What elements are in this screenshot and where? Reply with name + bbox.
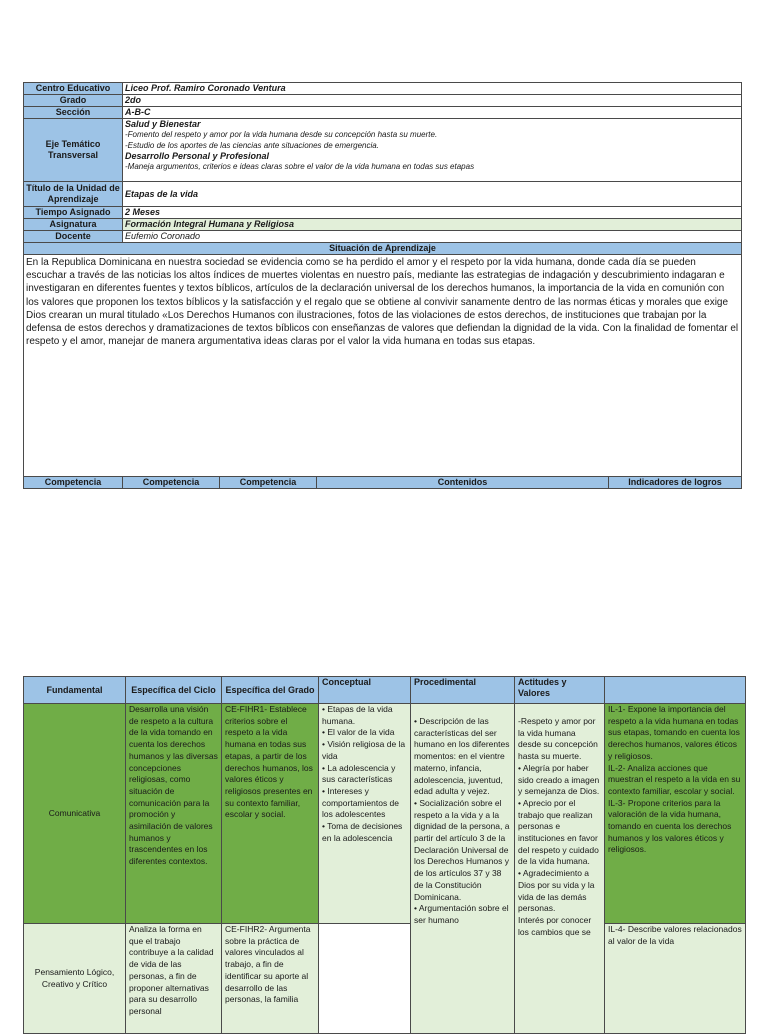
eje-tematico-label: Eje Temático Transversal <box>24 119 123 182</box>
list-item: • Agradecimiento a Dios por su vida y la vida de las demás personas. <box>518 868 595 914</box>
titulo-unidad-label: Título de la Unidad de Aprendizaje <box>24 182 123 207</box>
indicadores-logro-cell <box>605 704 746 924</box>
centro-educativo-value: Liceo Prof. Ramiro Coronado Ventura <box>123 83 742 95</box>
list-item: • Intereses y comportamientos de los adolescentes <box>322 785 400 820</box>
asignatura-label: Asignatura <box>24 219 123 231</box>
eje-item: -Maneja argumentos, criterios e ideas claras sobre el valor de la vida humana en todas sus etapas <box>125 162 475 172</box>
list-item: • Etapas de la vida humana. <box>322 704 393 726</box>
especifica-grado-cell: CE-FIHR2- Argumenta sobre la práctica de valores vinculados al trabajo, a fin de identificar su aporte al desarrollo de las personas, la familia <box>222 924 319 1034</box>
indicadores-logro-cell: IL-4- Describe valores relacionados al valor de la vida <box>605 924 746 1034</box>
contenidos-header: Contenidos <box>317 477 609 489</box>
especifica-ciclo-cell: Analiza la forma en que el trabajo contribuye a la calidad de vida de las personas, a fin de proponer alternativas para su desarrollo personal <box>126 924 222 1034</box>
list-item: • La adolescencia y sus características <box>322 762 396 785</box>
tiempo-asignado-value: 2 Meses <box>123 207 742 219</box>
seccion-value: A-B-C <box>123 107 742 119</box>
seccion-label: Sección <box>24 107 123 119</box>
eje-heading-salud: Salud y Bienestar <box>125 119 201 129</box>
centro-educativo-label: Centro Educativo <box>24 83 123 95</box>
especifica-ciclo-cell: Desarrolla una visión de respeto a la cultura de la vida tomando en cuenta los derechos humanos y las diversas concepciones religiosas, como situación de comunicación para la promoción y asimilación de valores humanos y trascendentes en los diferentes contextos. <box>126 704 222 924</box>
conceptual-contents-cell <box>319 704 411 924</box>
eje-heading-desarrollo: Desarrollo Personal y Profesional <box>125 151 270 162</box>
competencia-fundamental-cell: Comunicativa <box>24 704 126 924</box>
grado-label: Grado <box>24 95 123 107</box>
list-item: • Aprecio por el trabajo que realizan personas e instituciones en favor del respeto y cuidado de la vida humana. <box>518 797 599 867</box>
list-item: Interés por conocer los cambios que se <box>518 914 592 937</box>
list-item: IL-3- Propone criterios para la valoración de la vida humana, tomando en cuenta los derechos humanos y los valores éticos y religiosos. <box>608 797 732 855</box>
list-item: • Alegría por haber sido creado a imagen y semejanza de Dios. <box>518 762 600 797</box>
unit-info-table <box>23 82 742 489</box>
list-item: • Socialización sobre el respeto a la vida y a la dignidad de la persona, a partir del artículo 3 de la Declaración Universal de los Derechos Humanos y de los artículos 37 y 38 de la Constitución Dominicana. <box>414 797 510 902</box>
list-item: • Argumentación sobre el ser humano <box>414 903 509 925</box>
conceptual-header: Conceptual <box>319 677 411 704</box>
asignatura-value: Formación Integral Humana y Religiosa <box>123 219 742 231</box>
list-item: • Visión religiosa de la vida <box>322 739 406 761</box>
conceptual-contents-cell <box>319 924 411 1034</box>
list-item: IL-1- Expone la importancia del respeto a la vida humana en todas sus etapas, tomando en cuenta los derechos humanos, valores éticos y religiosos. <box>608 704 740 761</box>
competencia-fundamental-cell: Pensamiento Lógico, Creativo y Crítico <box>24 924 126 1034</box>
competencia-header: Competencia <box>220 477 317 489</box>
docente-value: Eufemio Coronado <box>123 231 742 243</box>
competencias-matrix-table <box>23 676 746 1034</box>
indicadores-header: Indicadores de logros <box>609 477 742 489</box>
docente-label: Docente <box>24 231 123 243</box>
actitudes-contents-cell <box>515 704 605 1034</box>
especifica-grado-header: Específica del Grado <box>222 677 319 704</box>
actitudes-valores-header: Actitudes y Valores <box>515 677 605 704</box>
indicadores-blank-header <box>605 677 746 704</box>
list-item: • El valor de la vida <box>322 727 395 738</box>
eje-item: -Fomento del respeto y amor por la vida humana desde su concepción hasta su muerte. <box>125 129 438 139</box>
list-item: • Toma de decisiones en la adolescencia <box>322 821 403 843</box>
especifica-ciclo-header: Específica del Ciclo <box>126 677 222 704</box>
procedimental-header: Procedimental <box>411 677 515 704</box>
competencia-header: Competencia <box>24 477 123 489</box>
list-item: -Respeto y amor por la vida humana desde su concepción hasta su muerte. <box>518 716 598 762</box>
situacion-text: En la Republica Dominicana en nuestra sociedad se evidencia como se ha perdido el amor y el respeto por la vida humana, donde cada día se pueden escuchar a través de las noticias los altos índices de muertes violentas en nuestro país, mediante las estrategias de indagación y descubrimiento indagaran e investigaran en diferentes fuentes y textos bíblicos, artículos de la declaración universal de los derechos humanos, la importancia de la vida en comunión con los valores que proponen los textos bíblicos y la satisfacción y el regalo que se obtiene al convivir sanamente dentro de las normas éticas y morales que exige Dios crearan un mural titulado «Los Derechos Humanos con ilustraciones, fotos de las violaciones de estos derechos, de instituciones que trabajan por la defensa de estos derechos y dramatizaciones de textos bíblicos con enseñanzas de valores que defiendan la dignidad de la vida. Con la finalidad de fomentar el respeto y el amor, manejar de manera argumentativa ideas claras por el valor la vida humana en todas sus etapas. <box>24 255 742 477</box>
list-item: • Descripción de las características del ser humano en los diferentes momentos: en el vientre materno, infancia, adolescencia, juventud, edad adulta y vejez. <box>414 716 510 797</box>
eje-item: -Estudio de los aportes de las ciencias ante situaciones de emergencia. <box>125 140 379 150</box>
grado-value: 2do <box>123 95 742 107</box>
eje-tematico-value <box>123 119 742 182</box>
especifica-grado-cell: CE-FIHR1- Establece criterios sobre el respeto a la vida humana en todas sus etapas, a partir de los derechos humanos, los valores éticos y religiosos presentes en su contexto familiar, escolar y social. <box>222 704 319 924</box>
competencia-header: Competencia <box>123 477 220 489</box>
fundamental-header: Fundamental <box>24 677 126 704</box>
situacion-header: Situación de Aprendizaje <box>24 243 742 255</box>
tiempo-asignado-label: Tiempo Asignado <box>24 207 123 219</box>
list-item: IL-2- Analiza acciones que muestran el respeto a la vida en su contexto familiar, escolar y social. <box>608 762 741 796</box>
titulo-unidad-value: Etapas de la vida <box>123 182 742 207</box>
procedimental-contents-cell <box>411 704 515 1034</box>
